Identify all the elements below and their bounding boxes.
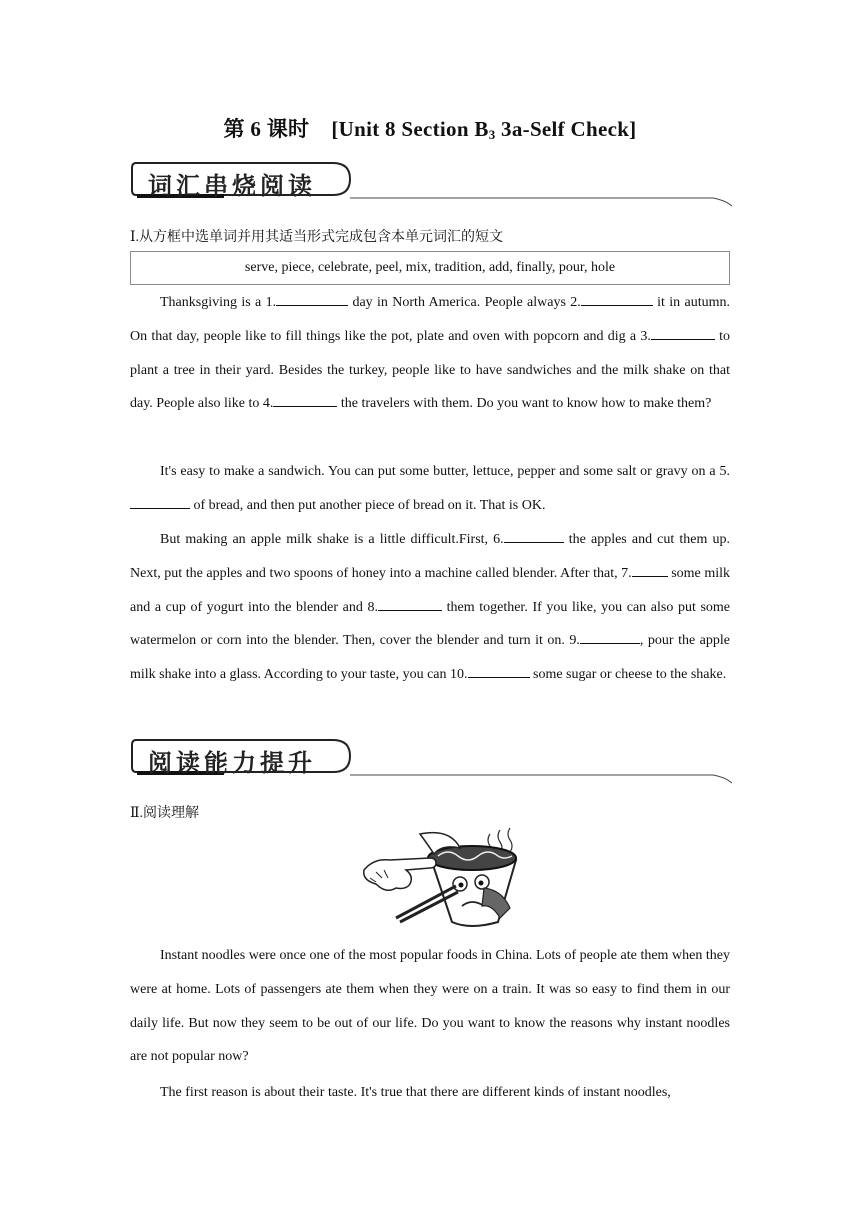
blank-9[interactable] [580, 631, 640, 644]
blank-8[interactable] [378, 598, 442, 611]
blank-10[interactable] [468, 665, 530, 678]
passage-1-paragraph-2: It's easy to make a sandwich. You can put some butter, lettuce, pepper and some salt or gravy on a 5. of bread, and then put another piece of bread on it. That is OK. [130, 455, 730, 523]
blank-1[interactable] [276, 293, 348, 306]
blank-3[interactable] [651, 327, 715, 340]
blank-5[interactable] [130, 496, 190, 509]
lesson-label: 第 6 课时 [223, 117, 310, 141]
passage-1-paragraph-3: But making an apple milk shake is a little difficult.First, 6. the apples and cut them up. Next, put the apples and two spoons of honey into a machine called blender. After that, 7. some milk and a cup of yogurt into the blender and 8. them together. If you like, you can also put some watermelon or corn into the blender. Then, cover the blender and turn it on. 9. , pour the apple milk shake into a glass. According to your taste, you can 10. some sugar or cheese to the shake. [130, 532, 731, 683]
blank-7[interactable] [632, 564, 668, 577]
passage-2-paragraph-2: The first reason is about their taste. It's true that there are different kinds of instant noodles, [160, 1085, 671, 1100]
unit-label: [Unit 8 Section $B_3$ 3a-Self Check] [331, 117, 637, 142]
page-title [0, 113, 860, 143]
instruction-2: Ⅱ.阅读理解 [130, 806, 200, 821]
passage-1-paragraph-1: Thanksgiving is a 1. day in North America. People always 2. it in autumn. On that day, people like to fill things like the pot, plate and oven with popcorn and dig a 3. to plant a tree in their yard. Besides the turkey, people like to have sandwiches and the milk shake on that day. People also like to 4. the travelers with them. Do you want to know how to make them? [130, 295, 731, 412]
banner-title: 阅读能力提升 [148, 749, 316, 777]
blank-6[interactable] [504, 530, 564, 543]
instruction-1: Ⅰ.从方框中选单词并用其适当形式完成包含本单元词汇的短文 [130, 230, 504, 245]
instant-noodles-cartoon-icon [360, 826, 532, 936]
word-box: serve, piece, celebrate, peel, mix, tradition, add, finally, pour, hole [130, 251, 730, 285]
vocabulary-reading-banner [128, 160, 732, 208]
reading-ability-banner [128, 737, 732, 785]
passage-2-paragraph-1: Instant noodles were once one of the most popular foods in China. Lots of people ate them when they were at home. Lots of passengers ate them when they were on a train. It was so easy to find them in our daily life. But now they seem to be out of our life. Do you want to know the reasons why instant noodles are not popular now? [130, 948, 730, 1065]
banner-title: 词汇串烧阅读 [148, 172, 316, 200]
blank-2[interactable] [581, 293, 653, 306]
blank-4[interactable] [273, 394, 337, 407]
